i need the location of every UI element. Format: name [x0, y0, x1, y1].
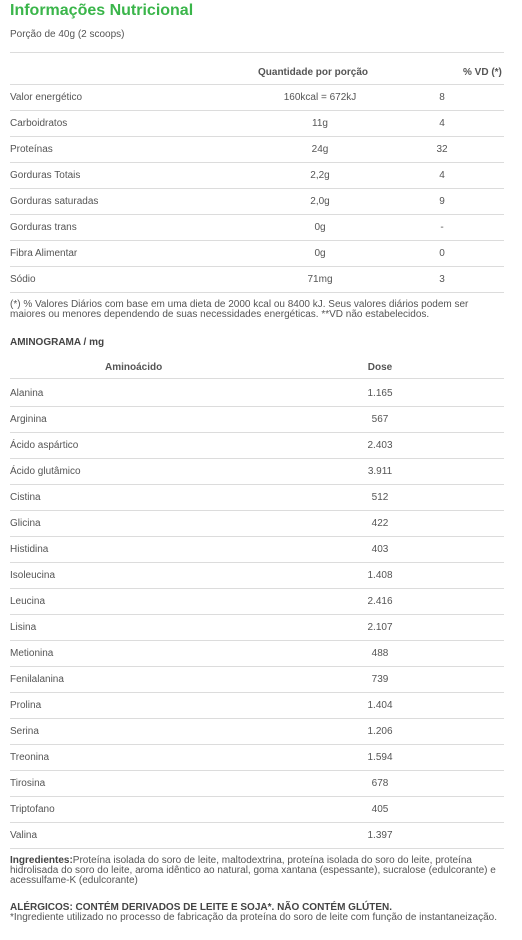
divider: [10, 432, 504, 433]
aminoacid-row: [0, 674, 522, 688]
aminoacid-row: [0, 466, 522, 480]
nutrient-vd: 4: [439, 118, 445, 129]
divider: [10, 162, 504, 163]
nutrient-vd: 3: [439, 274, 445, 285]
nutrition-row: [0, 248, 522, 262]
header-vd: % VD (*): [463, 67, 502, 78]
nutrient-vd: 4: [439, 170, 445, 181]
divider: [10, 136, 504, 137]
aminoacid-name: Tirosina: [10, 778, 46, 789]
divider: [10, 588, 504, 589]
nutrition-row: [0, 144, 522, 158]
nutrient-label: Carboidratos: [10, 118, 68, 129]
nutrient-vd: 0: [439, 248, 445, 259]
aminoacid-row: [0, 622, 522, 636]
aminoacid-row: [0, 596, 522, 610]
nutrition-row: [0, 92, 522, 106]
aminoacid-row: [0, 570, 522, 584]
divider: [10, 188, 504, 189]
nutrition-row: [0, 222, 522, 236]
aminoacid-dose: 1.206: [367, 726, 393, 737]
aminoacid-dose: 1.404: [367, 700, 393, 711]
divider: [10, 536, 504, 537]
aminoacid-row: [0, 700, 522, 714]
page-title: Informações Nutricional: [10, 2, 194, 19]
aminoacid-name: Leucina: [10, 596, 46, 607]
divider: [10, 510, 504, 511]
nutrient-label: Sódio: [10, 274, 36, 285]
aminoacid-row: [0, 440, 522, 454]
allergens-label: ALÉRGICOS: CONTÉM DERIVADOS DE LEITE E SOJA*. NÃO CONTÉM GLÚTEN.: [10, 902, 393, 913]
nutrient-quantity: 2,2g: [310, 170, 330, 181]
aminoacid-name: Metionina: [10, 648, 54, 659]
nutrition-footnote: (*) % Valores Diários com base em uma dieta de 2000 kcal ou 8400 kJ. Seus valores diários podem ser maiores ou menores dependendo de suas necessidades energéticas. **VD não estabelecidos.: [10, 299, 469, 320]
aminoacid-name: Ácido glutâmico: [10, 466, 81, 477]
divider: [10, 84, 504, 85]
aminoacid-row: [0, 804, 522, 818]
aminoacid-row: [0, 830, 522, 844]
nutrition-row: [0, 170, 522, 184]
nutrient-vd: 8: [439, 92, 445, 103]
header-quantity: Quantidade por porção: [258, 67, 369, 78]
ingredients-label: Ingredientes:: [10, 855, 73, 866]
aminoacid-name: Serina: [10, 726, 39, 737]
nutrition-row: [0, 118, 522, 132]
aminoacid-row: [0, 492, 522, 506]
aminoacid-dose: 678: [371, 778, 389, 789]
aminoacid-dose: 1.408: [367, 570, 393, 581]
aminoacid-row: [0, 726, 522, 740]
aminoacid-row: [0, 388, 522, 402]
divider: [10, 52, 504, 53]
aminoacid-name: Treonina: [10, 752, 50, 763]
divider: [10, 796, 504, 797]
divider: [10, 692, 504, 693]
ingredients-text: [10, 856, 508, 886]
divider: [10, 214, 504, 215]
aminoacid-dose: 3.911: [367, 466, 393, 477]
divider: [10, 484, 504, 485]
aminoacid-name: Ácido aspártico: [10, 440, 79, 451]
divider: [10, 378, 504, 379]
divider: [10, 110, 504, 111]
nutrient-quantity: 160kcal = 672kJ: [283, 92, 357, 103]
nutrient-label: Valor energético: [10, 92, 83, 103]
header-dose: Dose: [367, 362, 393, 373]
aminoacid-name: Prolina: [10, 700, 42, 711]
nutrient-quantity: 11g: [312, 118, 328, 129]
divider: [10, 822, 504, 823]
nutrient-quantity: 0g: [314, 222, 326, 233]
aminoacid-name: Lisina: [10, 622, 37, 633]
aminoacid-row: [0, 752, 522, 766]
aminoacid-row: [0, 414, 522, 428]
nutrient-label: Proteínas: [10, 144, 53, 155]
divider: [10, 614, 504, 615]
aminoacid-dose: 739: [371, 674, 389, 685]
aminoacid-row: [0, 778, 522, 792]
aminoacid-name: Cistina: [10, 492, 41, 503]
divider: [10, 458, 504, 459]
divider: [10, 240, 504, 241]
portion-size: Porção de 40g (2 scoops): [10, 29, 125, 40]
nutrient-label: Gorduras Totais: [10, 170, 81, 181]
aminoacid-name: Histidina: [10, 544, 49, 555]
aminoacid-name: Triptofano: [10, 804, 55, 815]
aminoacid-row: [0, 648, 522, 662]
aminoacid-name: Glicina: [10, 518, 41, 529]
aminoacid-name: Valina: [10, 830, 38, 841]
aminoacid-dose: 405: [371, 804, 389, 815]
nutrition-row: [0, 274, 522, 288]
nutrient-vd: -: [440, 222, 444, 233]
divider: [10, 266, 504, 267]
nutrient-quantity: 71mg: [307, 274, 333, 285]
aminoacid-name: Fenilalanina: [10, 674, 64, 685]
aminoacid-dose: 2.403: [367, 440, 393, 451]
nutrient-quantity: 0g: [314, 248, 326, 259]
divider: [10, 640, 504, 641]
divider: [10, 848, 504, 849]
aminoacid-dose: 1.397: [367, 830, 393, 841]
divider: [10, 666, 504, 667]
divider: [10, 562, 504, 563]
allergens-block: [10, 903, 508, 923]
aminoacid-name: Arginina: [10, 414, 47, 425]
aminoacid-dose: 422: [371, 518, 389, 529]
nutrient-label: Gorduras saturadas: [10, 196, 99, 207]
divider: [10, 292, 504, 293]
nutrient-vd: 32: [436, 144, 448, 155]
header-aminoacid: Aminoácido: [105, 362, 163, 373]
aminoacid-row: [0, 518, 522, 532]
divider: [10, 718, 504, 719]
nutrient-vd: 9: [439, 196, 445, 207]
aminoacid-name: Isoleucina: [10, 570, 56, 581]
allergens-note: *Ingrediente utilizado no processo de fabricação da proteína do soro de leite com função de instantaneização.: [10, 912, 497, 923]
aminoacid-dose: 1.165: [367, 388, 393, 399]
aminogram-title: AMINOGRAMA / mg: [10, 337, 105, 348]
nutrient-label: Gorduras trans: [10, 222, 77, 233]
aminoacid-dose: 403: [371, 544, 389, 555]
nutrient-label: Fibra Alimentar: [10, 248, 78, 259]
divider: [10, 770, 504, 771]
aminoacid-dose: 512: [371, 492, 389, 503]
divider: [10, 744, 504, 745]
aminoacid-dose: 567: [371, 414, 389, 425]
divider: [10, 406, 504, 407]
aminoacid-dose: 2.107: [367, 622, 393, 633]
nutrient-quantity: 24g: [311, 144, 329, 155]
aminoacid-dose: 488: [371, 648, 389, 659]
aminoacid-row: [0, 544, 522, 558]
aminoacid-name: Alanina: [10, 388, 44, 399]
ingredients-body: Proteína isolada do soro de leite, maltodextrina, proteína isolada do soro do leite, proteína hidrolisada do soro do leite, aroma idêntico ao natural, goma xantana (espessante), sucralose (edulcorante) e acessulfame-K (edulcorante): [10, 855, 496, 886]
aminoacid-dose: 2.416: [367, 596, 393, 607]
nutrient-quantity: 2,0g: [310, 196, 330, 207]
aminoacid-dose: 1.594: [367, 752, 393, 763]
nutrition-row: [0, 196, 522, 210]
